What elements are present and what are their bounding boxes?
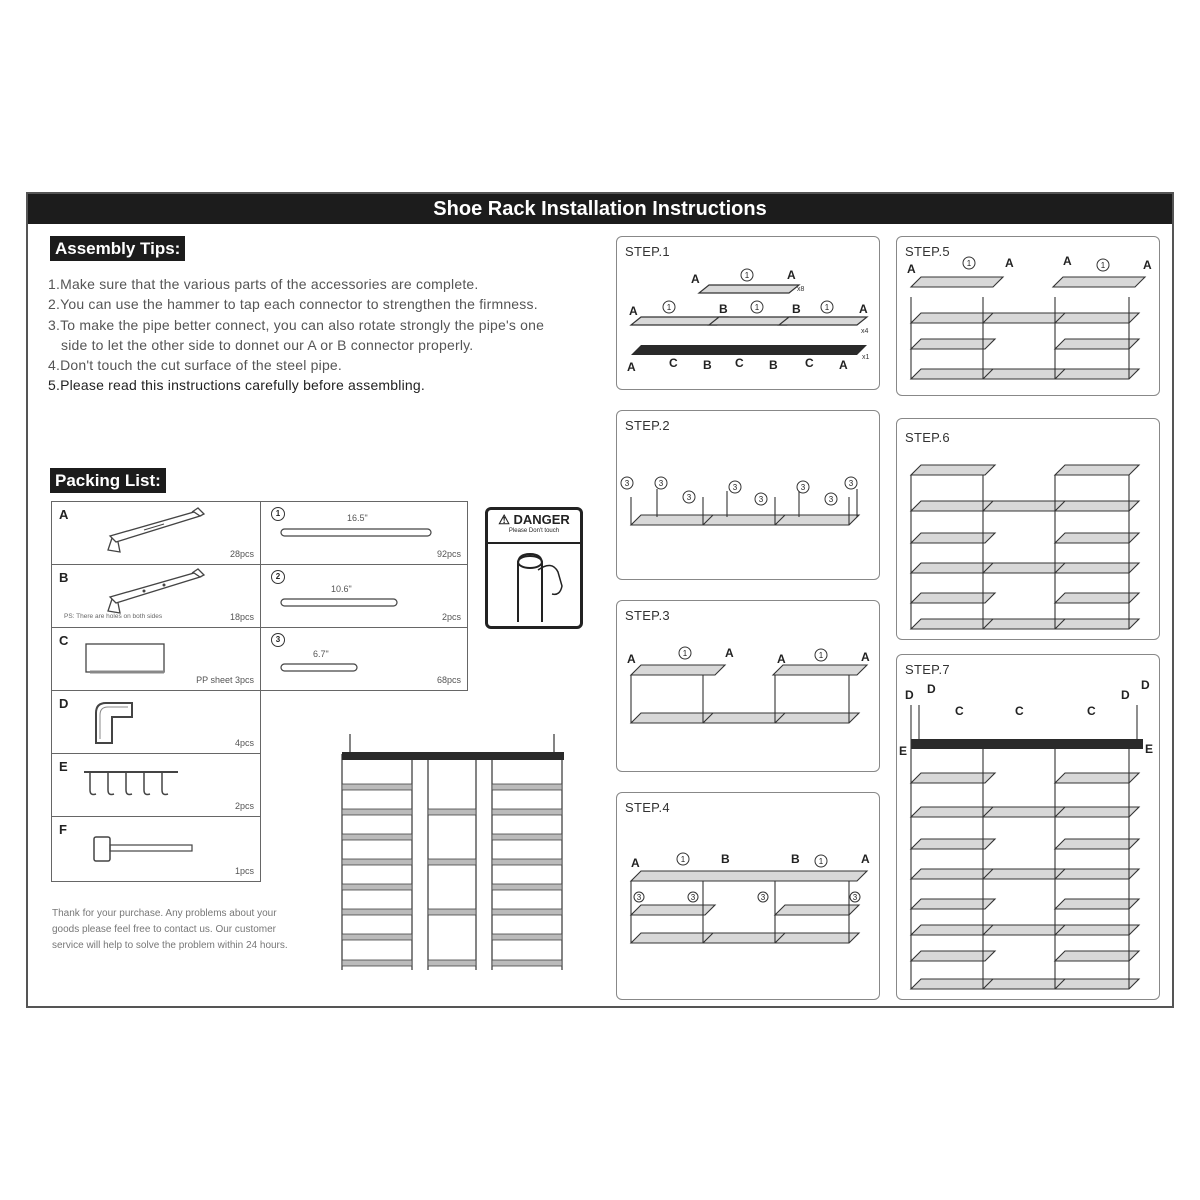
pipe-number: 2 [271, 570, 285, 584]
svg-text:1: 1 [818, 857, 824, 866]
svg-text:3: 3 [758, 495, 764, 504]
svg-text:B: B [721, 852, 730, 866]
pipe-number: 1 [271, 507, 285, 521]
part-qty: 28pcs [229, 549, 254, 559]
part-qty: PP sheet 3pcs [196, 675, 254, 685]
svg-text:D: D [927, 682, 936, 696]
step-label: STEP.7 [905, 662, 950, 677]
step-label: STEP.5 [905, 244, 950, 259]
pipe-qty: 68pcs [436, 675, 461, 685]
step-4-diagram [617, 793, 880, 1000]
svg-text:3: 3 [690, 893, 696, 902]
part-qty: 4pcs [234, 738, 254, 748]
svg-text:3: 3 [636, 893, 642, 902]
step-5-diagram [897, 237, 1160, 396]
svg-text:1: 1 [666, 303, 672, 312]
svg-text:3: 3 [800, 483, 806, 492]
svg-text:3: 3 [848, 479, 854, 488]
svg-text:1: 1 [818, 651, 824, 660]
svg-text:E: E [899, 744, 908, 758]
part-b-cell [51, 564, 261, 628]
svg-text:A: A [839, 358, 848, 372]
danger-warning-sign [485, 507, 583, 629]
svg-text:D: D [905, 688, 914, 702]
danger-subtext: Please Don't touch [508, 528, 560, 534]
part-letter: A [59, 507, 69, 522]
svg-text:A: A [859, 302, 868, 316]
step-label: STEP.3 [625, 608, 670, 623]
svg-text:A: A [629, 304, 638, 318]
svg-text:A: A [627, 652, 636, 666]
part-letter: C [59, 633, 69, 648]
tip-item: 5.Please read this instructions carefully before assembling. [48, 377, 425, 394]
svg-text:A: A [787, 268, 796, 282]
svg-text:3: 3 [732, 483, 738, 492]
connector-b-icon [104, 567, 214, 619]
pipe-length: 16.5" [347, 513, 368, 523]
svg-text:3: 3 [852, 893, 858, 902]
pipe-number: 3 [271, 633, 285, 647]
tip-item: 1.Make sure that the various parts of the accessories are complete. [48, 276, 479, 292]
step-4-panel [616, 792, 880, 1000]
assembled-rack-illustration [336, 724, 576, 974]
danger-word [488, 512, 580, 528]
part-f-cell [51, 816, 261, 882]
part-letter: D [59, 696, 69, 711]
svg-text:1: 1 [682, 649, 688, 658]
step-7-panel [896, 654, 1160, 1000]
svg-text:A: A [861, 650, 870, 664]
step-1-diagram [617, 237, 880, 390]
pipe-qty: 92pcs [436, 549, 461, 559]
pipe-length: 6.7" [313, 649, 329, 659]
step-5-panel [896, 236, 1160, 396]
step-3-panel [616, 600, 880, 772]
step-3-diagram [617, 601, 880, 772]
svg-text:A: A [691, 272, 700, 286]
step-label: STEP.6 [905, 430, 950, 445]
thank-you-note: Thank for your purchase. Any problems about your goods please feel free to contact us. Our customer service will help to solve the problem within 24 hours. [52, 908, 288, 951]
svg-text:3: 3 [828, 495, 834, 504]
part-e-cell [51, 753, 261, 817]
step-1-qty: x4 [861, 328, 869, 335]
svg-text:C: C [805, 356, 814, 370]
svg-text:A: A [907, 262, 916, 276]
step-6-diagram [897, 419, 1160, 640]
svg-text:B: B [792, 302, 801, 316]
svg-text:B: B [703, 358, 712, 372]
packing-list-heading: Packing List: [50, 468, 166, 493]
assembly-tips-list [48, 274, 548, 396]
step-1-qty: x8 [797, 286, 805, 293]
hook-rail-e-icon [82, 762, 182, 808]
step-1-qty: x1 [862, 354, 870, 361]
step-6-panel [896, 418, 1160, 640]
step-7-diagram [897, 655, 1160, 1000]
svg-text:D: D [1141, 678, 1150, 692]
part-qty: 2pcs [234, 801, 254, 811]
part-letter: F [59, 822, 67, 837]
part-c-cell [51, 627, 261, 691]
pipe-1-cell [260, 501, 468, 565]
svg-text:A: A [861, 852, 870, 866]
svg-text:1: 1 [754, 303, 760, 312]
tip-item: 2.You can use the hammer to tap each connector to strengthen the firmness. [48, 296, 538, 313]
corner-connector-d-icon [88, 695, 148, 751]
part-a-cell [51, 501, 261, 565]
svg-text:A: A [631, 856, 640, 870]
instruction-sheet [26, 192, 1174, 1008]
svg-text:3: 3 [658, 479, 664, 488]
step-2-panel [616, 410, 880, 580]
tip-item: 4.Don't touch the cut surface of the steel pipe. [48, 357, 343, 374]
part-letter: B [59, 570, 69, 585]
step-label: STEP.2 [625, 418, 670, 433]
pipe-3-cell [260, 627, 468, 691]
tip-item: 3.To make the pipe better connect, you can also rotate strongly the pipe's one side to let the other side to donnet our A or B connector properly. [48, 316, 545, 353]
svg-text:A: A [777, 652, 786, 666]
pipe-cut-surface-icon [488, 542, 580, 626]
svg-text:D: D [1121, 688, 1130, 702]
assembly-tips-heading: Assembly Tips: [50, 236, 185, 261]
svg-text:C: C [735, 356, 744, 370]
svg-text:3: 3 [686, 493, 692, 502]
svg-text:B: B [719, 302, 728, 316]
svg-text:A: A [725, 646, 734, 660]
step-label: STEP.4 [625, 800, 670, 815]
svg-text:C: C [955, 704, 964, 718]
svg-text:A: A [627, 360, 636, 374]
pipe-length: 10.6" [331, 584, 352, 594]
svg-text:3: 3 [624, 479, 630, 488]
svg-text:1: 1 [824, 303, 830, 312]
pp-sheet-icon [84, 640, 174, 680]
svg-text:B: B [791, 852, 800, 866]
svg-text:1: 1 [1100, 261, 1106, 270]
pipe-6-7-icon [279, 661, 369, 675]
svg-text:1: 1 [680, 855, 686, 864]
pipe-10-6-icon [279, 596, 409, 610]
svg-text:3: 3 [760, 893, 766, 902]
svg-text:A: A [1063, 254, 1072, 268]
svg-text:1: 1 [744, 271, 750, 280]
hammer-f-icon [90, 831, 200, 871]
pipe-16-5-icon [279, 526, 439, 540]
part-qty: 18pcs [229, 612, 254, 622]
svg-text:B: B [769, 358, 778, 372]
step-1-panel [616, 236, 880, 390]
part-letter: E [59, 759, 68, 774]
svg-text:A: A [1143, 258, 1152, 272]
part-note: PS: There are holes on both sides [64, 613, 163, 620]
svg-text:C: C [1015, 704, 1024, 718]
svg-text:C: C [1087, 704, 1096, 718]
pipe-qty: 2pcs [441, 612, 461, 622]
svg-text:1: 1 [966, 259, 972, 268]
warning-triangle-icon: ⚠ [498, 512, 510, 527]
danger-word-text: DANGER [513, 512, 570, 527]
part-qty: 1pcs [234, 866, 254, 876]
connector-a-icon [104, 506, 214, 558]
svg-text:A: A [1005, 256, 1014, 270]
step-2-diagram [617, 411, 880, 580]
step-label: STEP.1 [625, 244, 670, 259]
svg-text:E: E [1145, 742, 1154, 756]
page-title: Shoe Rack Installation Instructions [28, 194, 1172, 224]
svg-text:C: C [669, 356, 678, 370]
part-d-cell [51, 690, 261, 754]
pipe-2-cell [260, 564, 468, 628]
